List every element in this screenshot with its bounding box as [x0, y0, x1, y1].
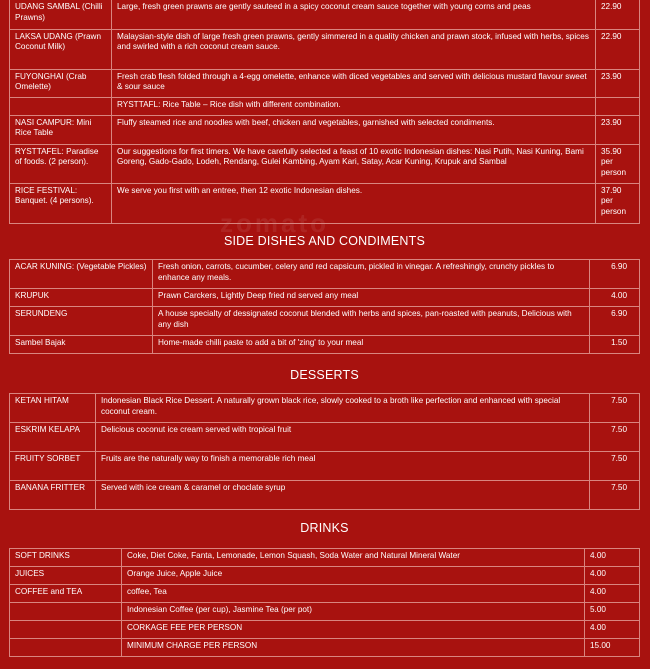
- table-row: [10, 621, 640, 639]
- item-description: Prawn Carckers, Lightly Deep fried nd served any meal: [153, 289, 590, 307]
- item-name: RICE FESTIVAL: Banquet. (4 persons).: [10, 183, 112, 223]
- item-description: CORKAGE FEE PER PERSON: [122, 621, 585, 639]
- item-description: Fresh crab flesh folded through a 4-egg omelette, enhance with diced vegetables and served with delicious mustard flavour sweet & sour sauce: [112, 69, 596, 97]
- item-price: 23.90: [596, 115, 640, 144]
- item-description: Fruits are the naturally way to finish a memorable rich meal: [96, 452, 590, 481]
- table-row: [10, 336, 640, 354]
- item-price: 4.00: [585, 621, 640, 639]
- table-row: [10, 0, 640, 29]
- item-name: ACAR KUNING: (Vegetable Pickles): [10, 260, 153, 289]
- table-row: [10, 452, 640, 481]
- side-dishes-table: [9, 259, 640, 354]
- item-name: [10, 603, 122, 621]
- item-name: FUYONGHAI (Crab Omelette): [10, 69, 112, 97]
- item-name: [10, 621, 122, 639]
- item-price: 4.00: [590, 289, 640, 307]
- watermark-logo: zomato: [220, 208, 329, 238]
- section-title-drinks: DRINKS: [300, 521, 349, 535]
- item-price: 4.00: [585, 585, 640, 603]
- section-title-desserts: DESSERTS: [290, 368, 359, 382]
- item-description: Coke, Diet Coke, Fanta, Lemonade, Lemon Squash, Soda Water and Natural Mineral Water: [122, 549, 585, 567]
- item-name: COFFEE and TEA: [10, 585, 122, 603]
- item-description: Large, fresh green prawns are gently sauteed in a spicy coconut cream sauce together with young corns and peas: [112, 0, 596, 29]
- table-row: [10, 69, 640, 97]
- item-name: SOFT DRINKS: [10, 549, 122, 567]
- item-description: Orange Juice, Apple Juice: [122, 567, 585, 585]
- item-description: Indonesian Black Rice Dessert. A naturally grown black rice, slowly cooked to a broth like perfection and enhanced with special coconut cream.: [96, 394, 590, 423]
- item-price: 22.90: [596, 0, 640, 29]
- desserts-table: [9, 393, 640, 510]
- item-name: KETAN HITAM: [10, 394, 96, 423]
- item-price: 22.90: [596, 29, 640, 69]
- item-description: coffee, Tea: [122, 585, 585, 603]
- item-price: 7.50: [590, 423, 640, 452]
- table-row: [10, 603, 640, 621]
- item-description: A house specialty of dessignated coconut blended with herbs and spices, pan-roasted with peanuts, Delicious with any dish: [153, 307, 590, 336]
- table-row: [10, 144, 640, 183]
- item-description: Home-made chilli paste to add a bit of 'zing' to your meal: [153, 336, 590, 354]
- item-description: MINIMUM CHARGE PER PERSON: [122, 639, 585, 657]
- item-price: 6.90: [590, 307, 640, 336]
- item-price: 23.90: [596, 69, 640, 97]
- item-name: RYSTTAFEL: Paradise of foods. (2 person).: [10, 144, 112, 183]
- table-row: [10, 183, 640, 223]
- item-description: Fluffy steamed rice and noodles with beef, chicken and vegetables, garnished with selected condiments.: [112, 115, 596, 144]
- item-name: [10, 97, 112, 115]
- item-name: KRUPUK: [10, 289, 153, 307]
- item-price: 6.90: [590, 260, 640, 289]
- item-price: 1.50: [590, 336, 640, 354]
- drinks-table: [9, 548, 640, 657]
- item-name: ESKRIM KELAPA: [10, 423, 96, 452]
- table-row: [10, 394, 640, 423]
- table-row: [10, 481, 640, 510]
- table-row: [10, 29, 640, 69]
- table-row: [10, 115, 640, 144]
- item-description: Delicious coconut ice cream served with tropical fruit: [96, 423, 590, 452]
- item-name: NASI CAMPUR: Mini Rice Table: [10, 115, 112, 144]
- item-name: UDANG SAMBAL (Chilli Prawns): [10, 0, 112, 29]
- item-description: Indonesian Coffee (per cup), Jasmine Tea (per pot): [122, 603, 585, 621]
- item-price: 15.00: [585, 639, 640, 657]
- table-row: [10, 97, 640, 115]
- item-description: Served with ice cream & caramel or choclate syrup: [96, 481, 590, 510]
- table-row: [10, 585, 640, 603]
- item-description: Our suggestions for first timers. We have carefully selected a feast of 10 exotic Indonesian dishes: Nasi Putih, Nasi Kuning, Bami Goreng, Gado-Gado, Lodeh, Rendang, Gulei Kambing, Ayam Kari, Satay, Acar Kuning, Krupuk and Sambal: [112, 144, 596, 183]
- item-name: Sambel Bajak: [10, 336, 153, 354]
- table-row: [10, 423, 640, 452]
- item-description: Malaysian-style dish of large fresh green prawns, gently simmered in a quality chicken and prawn stock, infused with herbs, spices and swirled with a rich coconut cream sauce.: [112, 29, 596, 69]
- item-price: 7.50: [590, 452, 640, 481]
- table-row: [10, 567, 640, 585]
- item-name: [10, 639, 122, 657]
- main-dishes-table: [9, 0, 640, 224]
- item-price: 7.50: [590, 481, 640, 510]
- table-row: [10, 639, 640, 657]
- item-name: SERUNDENG: [10, 307, 153, 336]
- item-name: BANANA FRITTER: [10, 481, 96, 510]
- table-row: [10, 289, 640, 307]
- table-row: [10, 549, 640, 567]
- item-price: 37.90 per person: [596, 183, 640, 223]
- item-name: LAKSA UDANG (Prawn Coconut Milk): [10, 29, 112, 69]
- item-description: RYSTTAFL: Rice Table – Rice dish with different combination.: [112, 97, 596, 115]
- item-name: JUICES: [10, 567, 122, 585]
- item-price: 7.50: [590, 394, 640, 423]
- section-title-side-dishes: SIDE DISHES AND CONDIMENTS: [223, 234, 426, 248]
- table-row: [10, 260, 640, 289]
- item-price: 4.00: [585, 567, 640, 585]
- item-price: [596, 97, 640, 115]
- item-description: Fresh onion, carrots, cucumber, celery and red capsicum, pickled in vinegar. A refreshingly, crunchy pickles to enhance any meals.: [153, 260, 590, 289]
- item-price: 4.00: [585, 549, 640, 567]
- item-description: We serve you first with an entree, then 12 exotic Indonesian dishes.: [112, 183, 596, 223]
- item-price: 35.90 per person: [596, 144, 640, 183]
- item-price: 5.00: [585, 603, 640, 621]
- table-row: [10, 307, 640, 336]
- item-name: FRUITY SORBET: [10, 452, 96, 481]
